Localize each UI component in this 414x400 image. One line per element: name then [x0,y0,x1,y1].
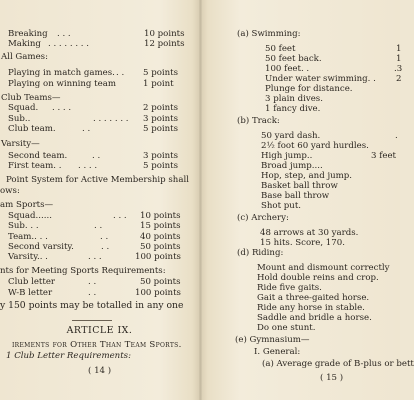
list-item [261,181,338,191]
line-label: Club team. [8,124,56,134]
list-item [257,263,390,273]
line-label: Sub.. [8,114,31,124]
list-item [257,323,315,333]
line-points: 100 points [135,288,181,298]
line-dots: . . [94,221,103,231]
list-item [265,94,323,104]
line-points: 3 points [143,151,179,161]
line-label: Squad...... [8,211,52,221]
list-item [257,273,379,283]
line-points: 10 points [140,211,181,221]
line-label: 15 hits. Score, 170. [260,238,345,248]
list-item [257,283,322,293]
line-points: 2 points [143,103,179,113]
list-item [254,347,300,357]
line-label: y 150 points may be totalled in any one [0,300,184,311]
list-item [257,303,365,313]
list-item [257,313,372,323]
line-label: (d) Riding: [237,248,284,258]
article-heading: ARTICLE IX. [66,325,133,336]
line-tail: 2 [396,74,402,84]
line-label: Varsity.. . [8,252,48,262]
section-heading [237,213,289,223]
list-item [261,161,323,171]
section-heading [237,248,283,258]
list-item [261,171,352,181]
line-dots: . . [101,242,110,252]
page-number: ( 14 ) [88,366,112,376]
line-label: W-B letter [8,288,53,298]
line-label: (c) Archery: [237,213,289,223]
line-points: 40 points [140,232,181,242]
line-dots: . . [88,288,97,298]
section-heading [237,29,301,39]
line-label: Breaking [8,29,48,39]
line-points: 50 points [140,277,181,287]
line-points: 100 points [135,252,181,262]
list-item [260,228,358,238]
section-heading [237,116,280,126]
article-subheading: irements for Other Than Team Sports. [12,340,182,350]
section-heading [235,335,310,345]
line-label: Basket ball throw [261,181,338,191]
line-label: Saddle and bridle a horse. [257,313,372,323]
line-label: (a) Average grade of B-plus or bett [262,359,414,369]
line-label: Plunge for distance. [265,84,353,94]
line-label: Varsity— [1,139,40,149]
line-label: 50 feet [265,44,296,54]
line-label: Broad jump.... [261,161,323,171]
club-requirements-line: 1 Club Letter Requirements: [6,351,131,361]
line-label: Do one stunt. [257,323,316,333]
line-dots: . . . . [52,103,72,113]
line-label: Team.. . . [8,232,48,242]
line-tail: 3 feet [371,151,397,161]
line-dots: . . [88,277,97,287]
line-label: 100 feet. . [265,64,310,74]
line-label: Playing in match games. [8,68,115,78]
left-page [0,0,199,400]
line-points: 10 points [144,29,185,39]
line-label: First team. . [8,161,62,171]
line-dots: . . [92,151,101,161]
line-points: 5 points [143,124,179,134]
line-points: 5 points [143,68,179,78]
line-label: am Sports— [0,200,54,210]
right-page [202,0,414,400]
line-label: 2½ foot 60 yard hurdles. [261,141,369,151]
line-label: Playing on winning team [8,79,116,89]
line-label: Second team. [8,151,68,161]
line-label: Base ball throw [261,191,330,201]
line-points: 3 points [143,114,179,124]
line-label: Ride any horse in stable. [257,303,365,313]
line-points: 12 points [144,39,185,49]
line-label: Shot put. [261,201,302,211]
line-tail: .3 [394,64,403,74]
line-label: Under water swimming. . [265,74,376,84]
line-dots: . . [100,232,109,242]
line-label: I. General: [254,347,301,357]
line-points: 1 point [143,79,174,89]
line-dots: . . [116,68,125,78]
line-label: Gait a three-gaited horse. [257,293,370,303]
line-label: 48 arrows at 30 yards. [260,228,359,238]
list-item [261,191,329,201]
list-item [261,201,301,211]
line-label: nts for Meeting Sports Requirements: [0,266,166,276]
line-label: Hold double reins and crop. [257,273,379,283]
line-label: Club letter [8,277,56,287]
line-label: 50 yard dash. [261,131,321,141]
line-points: 5 points [143,161,179,171]
list-item [257,293,369,303]
line-label: Second varsity. [8,242,74,252]
line-label: Point System for Active Membership shall [6,175,189,185]
line-dots: . . . [88,252,102,262]
line-dots: . . . [113,211,127,221]
line-label: Making [8,39,41,49]
line-label: (b) Track: [237,116,280,126]
line-dots: . . [82,124,91,134]
line-points: 50 points [140,242,181,252]
line-label: (e) Gymnasium— [235,335,310,345]
divider-rule [72,320,112,321]
line-tail: . [395,131,398,141]
line-dots: . . . . . . . . [48,39,89,49]
line-tail: 1 [396,44,402,54]
line-points: 15 points [140,221,181,231]
line-label: 3 plain dives. [265,94,323,104]
line-label: All Games: [1,52,48,62]
line-tail: 1 [396,54,402,64]
line-dots: . . . . . . . [93,114,129,124]
line-label: Mount and dismount correctly [257,263,390,273]
line-label: Squad. [8,103,39,113]
line-dots: . . . . [78,161,98,171]
list-item [260,238,345,248]
line-label: (a) Swimming: [237,29,301,39]
line-label: Club Teams— [1,93,61,103]
list-item [265,84,353,94]
page-number: ( 15 ) [320,373,344,383]
line-label: High jump.. [261,151,313,161]
list-item [265,104,320,114]
line-label: Ride five gaits. [257,283,322,293]
list-item [262,359,414,369]
list-item [261,141,369,151]
line-label: 1 fancy dive. [265,104,321,114]
line-dots: . . . [57,29,71,39]
line-label: Sub. . . [8,221,39,231]
line-label: Hop, step, and jump. [261,171,353,181]
line-label: 50 feet back. [265,54,322,64]
line-label: ows: [0,186,20,196]
